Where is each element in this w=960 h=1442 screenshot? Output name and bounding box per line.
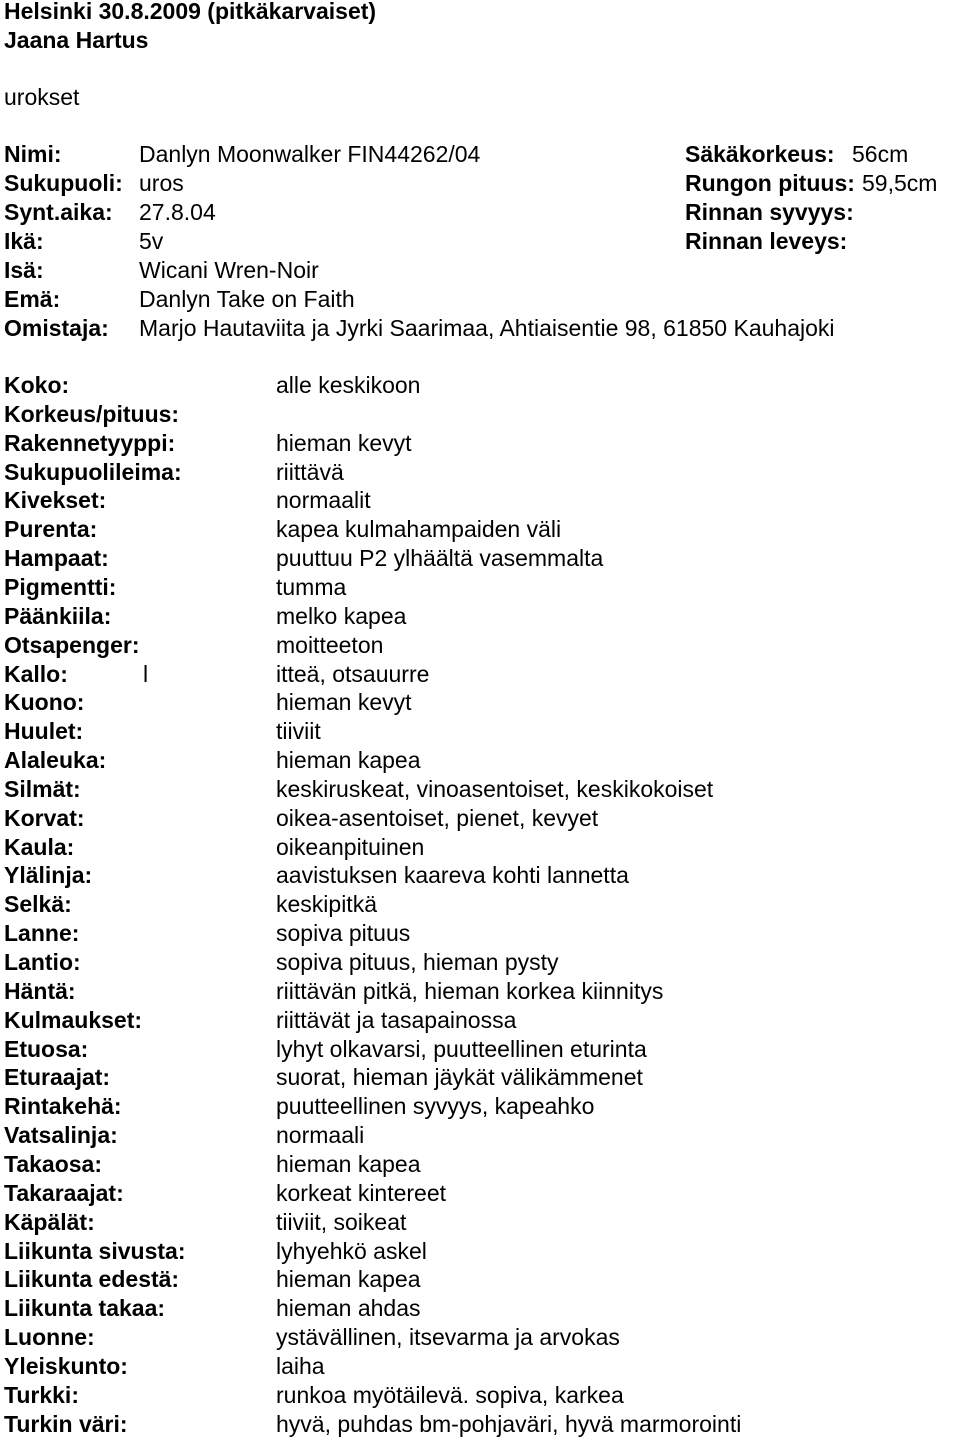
evaluation-value: melko kapea [276,603,407,629]
evaluation-label: Liikunta takaa: [4,1295,166,1321]
evaluation-label: Alaleuka: [4,747,107,773]
evaluation-label: Kulmaukset: [4,1007,143,1033]
evaluation-value: keskiruskeat, vinoasentoiset, keskikokoiset [276,776,714,802]
evaluation-label: Turkin väri: [4,1411,128,1437]
dog-sex: uros [139,170,184,196]
evaluation-label: Ylälinja: [4,862,93,888]
evaluation-label: Etuosa: [4,1036,89,1062]
dog-dam: Danlyn Take on Faith [139,286,355,312]
evaluation-value: oikeanpituinen [276,834,425,860]
evaluation-label: Purenta: [4,516,98,542]
evaluation-value: sopiva pituus [276,920,411,946]
evaluation-label: Eturaajat: [4,1064,111,1090]
evaluation-label: Takaraajat: [4,1180,124,1206]
evaluation-value: keskipitkä [276,891,377,917]
sex-label: Sukupuoli: [4,170,123,196]
body-length-label: Rungon pituus: [685,170,855,196]
evaluation-label: Otsapenger: [4,632,140,658]
evaluation-value: hieman kapea [276,1151,421,1177]
dob-label: Synt.aika: [4,199,113,225]
name-label: Nimi: [4,141,62,167]
evaluation-label: Liikunta sivusta: [4,1238,186,1264]
evaluation-label: Pigmentti: [4,574,117,600]
evaluation-value: hieman kapea [276,747,421,773]
class-section: urokset [4,84,80,110]
evaluation-label: Koko: [4,372,70,398]
evaluation-label: Lantio: [4,949,81,975]
evaluation-value: alle keskikoon [276,372,421,398]
event-title: Helsinki 30.8.2009 (pitkäkarvaiset) [4,0,377,24]
evaluation-value: oikea-asentoiset, pienet, kevyet [276,805,599,831]
dog-sire: Wicani Wren-Noir [139,257,319,283]
evaluation-label: Päänkiila: [4,603,112,629]
evaluation-value: hieman kevyt [276,430,412,456]
evaluation-label: Turkki: [4,1382,79,1408]
evaluation-value: tumma [276,574,347,600]
evaluation-value: puutteellinen syvyys, kapeahko [276,1093,595,1119]
sire-label: Isä: [4,257,44,283]
evaluation-value: lyhyt olkavarsi, puutteellinen eturinta [276,1036,647,1062]
evaluation-value: normaali [276,1122,365,1148]
evaluation-value: suorat, hieman jäykät välikämmenet [276,1064,643,1090]
evaluation-value: hieman kevyt [276,689,412,715]
evaluation-label: Kaula: [4,834,75,860]
evaluation-label: Kuono: [4,689,85,715]
dam-label: Emä: [4,286,61,312]
evaluation-value: itteä, otsauurre [276,661,430,687]
evaluation-label: Selkä: [4,891,72,917]
height-value: 56cm [852,141,909,167]
evaluation-label: Liikunta edestä: [4,1266,180,1292]
evaluation-value: tiiviit [276,718,321,744]
evaluation-label: Käpälät: [4,1209,95,1235]
evaluation-value: puuttuu P2 ylhäältä vasemmalta [276,545,604,571]
chest-width-label: Rinnan leveys: [685,228,848,254]
evaluation-label: Rakennetyyppi: [4,430,176,456]
evaluation-label: Sukupuolileima: [4,459,182,485]
evaluation-label: Rintakehä: [4,1093,122,1119]
evaluation-value: aavistuksen kaareva kohti lannetta [276,862,629,888]
evaluation-label: Kallo: [4,661,68,687]
body-length-value: 59,5cm [862,170,938,196]
evaluation-value: korkeat kintereet [276,1180,447,1206]
evaluation-mark: l [143,661,149,687]
dog-dob: 27.8.04 [139,199,216,225]
evaluation-value: moitteeton [276,632,384,658]
evaluation-value: ystävällinen, itsevarma ja arvokas [276,1324,620,1350]
evaluation-value: laiha [276,1353,325,1379]
evaluation-value: riittävän pitkä, hieman korkea kiinnitys [276,978,664,1004]
evaluation-label: Yleiskunto: [4,1353,128,1379]
judge-name: Jaana Hartus [4,27,149,53]
dog-name: Danlyn Moonwalker FIN44262/04 [139,141,481,167]
evaluation-value: runkoa myötäilevä. sopiva, karkea [276,1382,624,1408]
evaluation-label: Huulet: [4,718,84,744]
evaluation-value: riittävät ja tasapainossa [276,1007,517,1033]
evaluation-label: Vatsalinja: [4,1122,118,1148]
evaluation-label: Hampaat: [4,545,109,571]
evaluation-label: Korkeus/pituus: [4,401,180,427]
evaluation-value: normaalit [276,487,371,513]
dog-owner: Marjo Hautaviita ja Jyrki Saarimaa, Ahtiaisentie 98, 61850 Kauhajoki [139,315,835,341]
evaluation-label: Luonne: [4,1324,95,1350]
evaluation-label: Korvat: [4,805,85,831]
evaluation-label: Kivekset: [4,487,107,513]
evaluation-value: lyhyehkö askel [276,1238,427,1264]
age-label: Ikä: [4,228,44,254]
evaluation-value: tiiviit, soikeat [276,1209,407,1235]
chest-depth-label: Rinnan syvyys: [685,199,854,225]
height-label: Säkäkorkeus: [685,141,835,167]
dog-age: 5v [139,228,164,254]
evaluation-value: hieman kapea [276,1266,421,1292]
owner-label: Omistaja: [4,315,109,341]
evaluation-label: Lanne: [4,920,80,946]
evaluation-value: hieman ahdas [276,1295,421,1321]
evaluation-label: Silmät: [4,776,81,802]
evaluation-value: riittävä [276,459,344,485]
evaluation-value: sopiva pituus, hieman pysty [276,949,559,975]
evaluation-label: Häntä: [4,978,76,1004]
evaluation-value: hyvä, puhdas bm-pohjaväri, hyvä marmorointi [276,1411,742,1437]
evaluation-label: Takaosa: [4,1151,103,1177]
evaluation-value: kapea kulmahampaiden väli [276,516,562,542]
